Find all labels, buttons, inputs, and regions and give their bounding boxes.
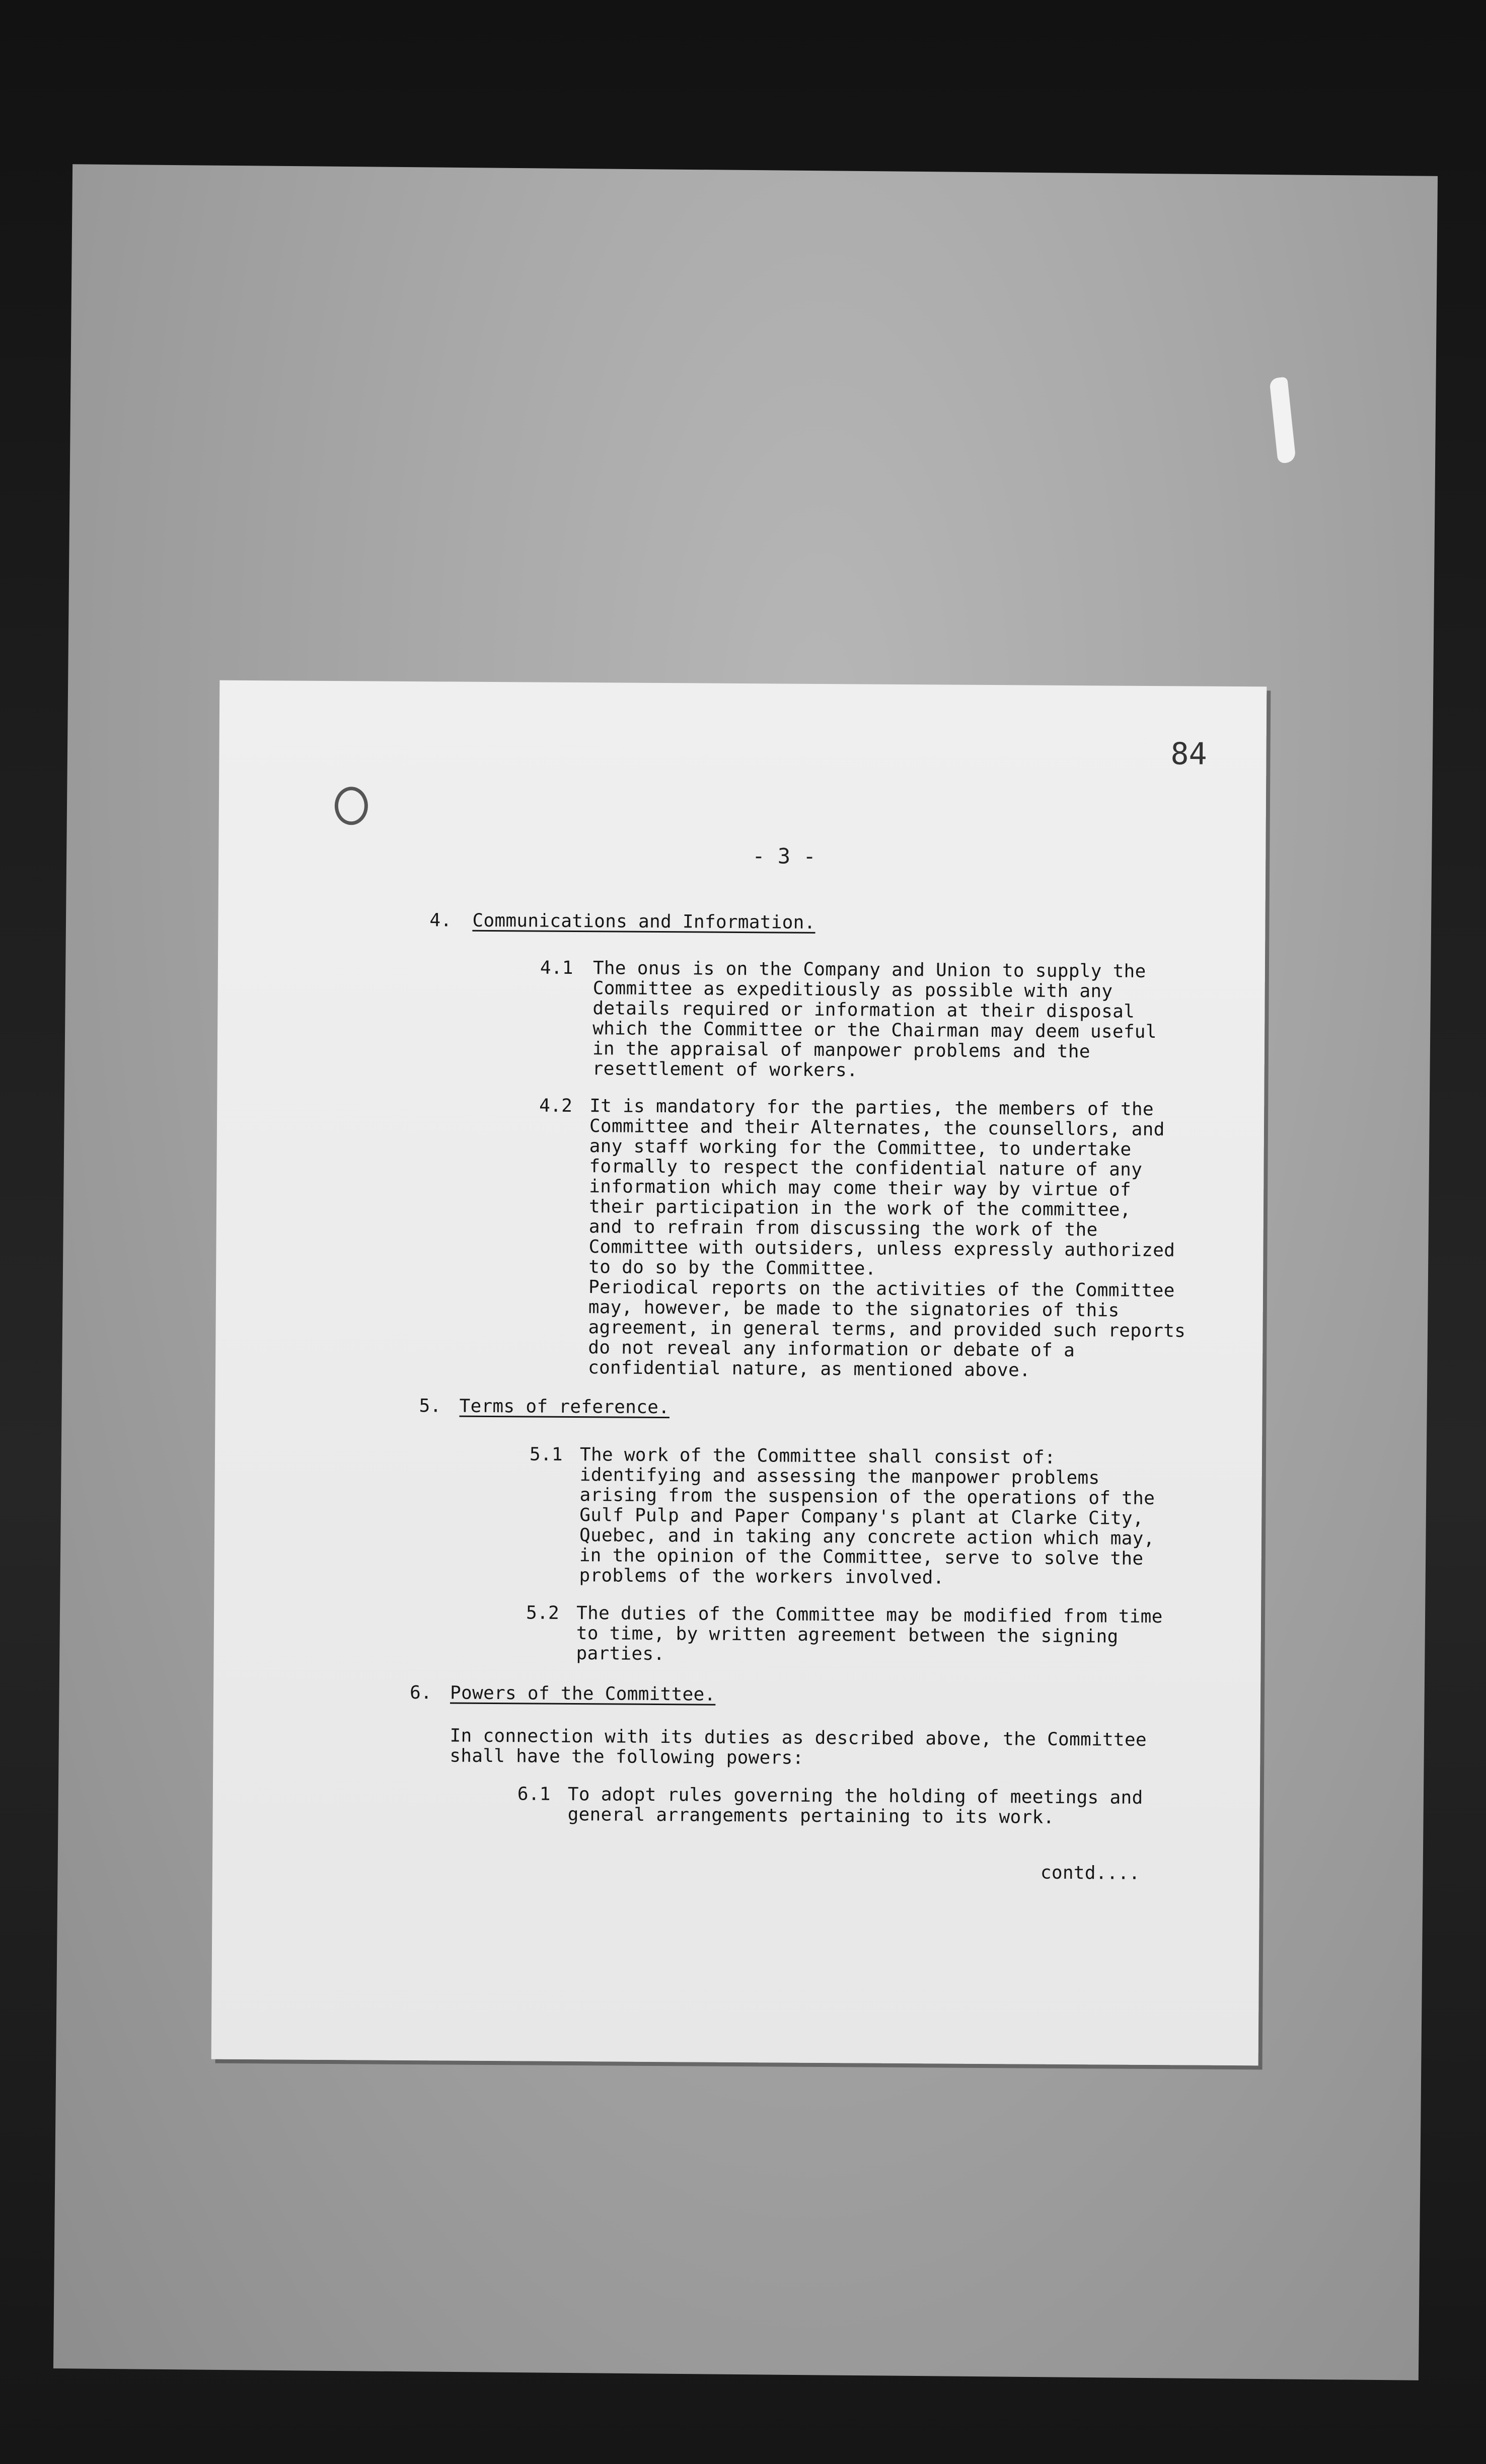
section-number: 4. [429,910,452,931]
item-line: Quebec, and in taking any concrete action which may, [579,1525,1155,1550]
section-heading: Communications and Information. [472,910,815,933]
item-number: 5.1 [529,1444,563,1465]
item-line: resettlement of workers. [592,1058,858,1081]
item-number: 4.1 [540,957,573,978]
item-line: The onus is on the Company and Union to supply the [592,958,1146,982]
item-line: in the appraisal of manpower problems and the [592,1038,1090,1062]
item-line: The duties of the Committee may be modified from time [576,1603,1163,1628]
item-line: in the opinion of the Committee, serve to solve the [579,1545,1144,1569]
item-line: formally to respect the confidential nature of any [589,1156,1143,1180]
section-heading: Powers of the Committee. [450,1682,716,1705]
item-line: To adopt rules governing the holding of meetings and [567,1784,1143,1808]
item-line: may, however, be made to the signatories of this [588,1297,1120,1321]
section-number: 5. [419,1396,441,1417]
item-number: 6.1 [517,1784,551,1805]
item-line: do not reveal any information or debate of a [588,1337,1075,1361]
item-line: identifying and assessing the manpower problems [579,1465,1100,1489]
item-line: It is mandatory for the parties, the members of the [589,1096,1154,1120]
item-line: problems of the workers involved. [579,1565,944,1588]
item-line: confidential nature, as mentioned above. [587,1357,1031,1381]
item-line: to do so by the Committee. [588,1257,876,1279]
intro-line: shall have the following powers: [450,1745,804,1768]
page-number: - 3 - [752,843,816,869]
item-number: 5.2 [526,1602,560,1624]
item-line: Periodical reports on the activities of the Committee [588,1277,1175,1301]
section-heading: Terms of reference. [459,1396,670,1418]
item-line: Gulf Pulp and Paper Company's plant at Clarke City, [579,1505,1144,1529]
punch-hole-icon [335,787,368,825]
item-line: general arrangements pertaining to its work. [567,1804,1055,1828]
section-number: 6. [409,1682,432,1704]
item-line: their participation in the work of the committee, [588,1196,1131,1220]
item-number: 4.2 [539,1095,573,1116]
continued-note: contd.... [1040,1862,1140,1884]
document-page [211,680,1267,2066]
item-line: arising from the suspension of the operations of the [579,1485,1155,1509]
item-line: and to refrain from discussing the work of the [588,1216,1098,1241]
item-line: Committee and their Alternates, the counsellors, and [589,1116,1165,1140]
item-line: Committee with outsiders, unless expressly authorized [588,1237,1175,1261]
item-line: to time, by written agreement between the signing [576,1623,1119,1647]
folio-number: 84 [1170,736,1207,772]
item-line: which the Committee or the Chairman may deem useful [592,1018,1157,1043]
item-line: details required or information at their disposal [592,998,1135,1022]
item-line: any staff working for the Committee, to undertake [589,1136,1132,1160]
item-line: Committee as expeditiously as possible with any [592,978,1113,1002]
item-line: information which may come their way by virtue of [589,1176,1132,1200]
item-line: parties. [576,1643,665,1665]
item-line: The work of the Committee shall consist of: [579,1444,1056,1468]
intro-line: In connection with its duties as described above, the Committee [450,1725,1147,1750]
item-line: agreement, in general terms, and provided such reports [588,1317,1186,1342]
